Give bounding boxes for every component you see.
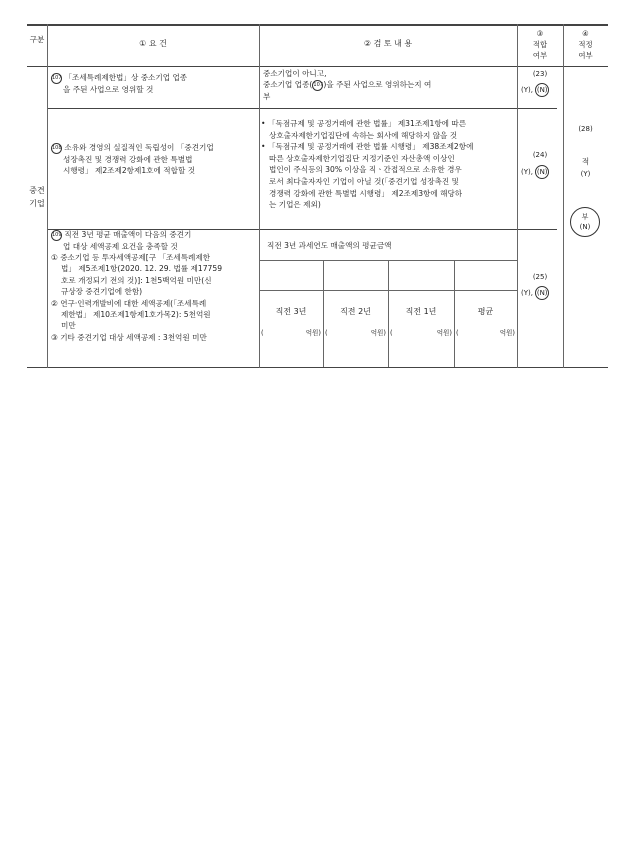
row2-no-selected: (N) (535, 165, 549, 179)
sales-header-1y: 직전 1년 (405, 307, 437, 316)
row3-requirement: 109 직전 3년 평균 매출액이 다음의 중견기 업 대상 세액공제 요건을 충족할 것 ① 중소기업 등 투자세액공제[구 「조세특례제한 법」 제5조제1항(2020. 12. 29. 법률 제17759 호로 개정되기 전의 것)]: 1천5백억원 미만(신 규상장 중견기업에 한함) ② 연구·인력개발비에 대한 세액공제(「조세특례 제한법」 제10조제1항제1호가목2): 5천억원 미만 ③ 기타 중견기업 대상 세액공제 : 3천억원 미만 (51, 230, 223, 342)
sales-header-3y: 직전 3년 (275, 307, 307, 316)
row3-item-no: (25) (532, 273, 548, 281)
item-number-108: 108 (51, 143, 62, 154)
sales-header-2y: 직전 2년 (340, 307, 371, 316)
row1-divider (47, 108, 557, 109)
row3-no-selected: (N) (535, 286, 549, 300)
row2-fit-choice[interactable]: (Y), (N) (521, 165, 549, 179)
header-divider (27, 66, 608, 67)
row1-item-no: (23) (532, 70, 548, 78)
row1-requirement: 107 「조세특례제한법」상 중소기업 업종 을 주된 사업으로 영위할 것 (52, 73, 188, 94)
sales-value-3y[interactable]: ( 억원) (261, 329, 321, 337)
sales-value-avg[interactable]: ( 억원) (456, 329, 515, 337)
vline-fit (563, 24, 564, 368)
sales-header-avg: 평균 (477, 307, 494, 316)
header-category: 구분 (29, 35, 45, 44)
header-proper: ④ 적정 여부 (578, 29, 593, 60)
header-requirement: ① 요 건 (139, 39, 167, 48)
item-number-107: 107 (51, 73, 62, 84)
top-border (27, 24, 608, 26)
proper-yes-sub: (Y) (580, 170, 591, 178)
row3-fit-choice[interactable]: (Y), (N) (521, 286, 549, 300)
proper-no-selected[interactable]: 부 (N) (570, 207, 600, 237)
vline-category (47, 24, 48, 368)
row2-item-no: (24) (532, 151, 548, 159)
header-fit: ③ 적합 여부 (532, 29, 548, 60)
review-form (27, 24, 608, 368)
row1-review: 중소기업이 아니고, 중소기업 업종(107)을 주된 사업으로 영위하는지 여 부 (263, 69, 432, 101)
sales-value-2y[interactable]: ( 억원) (325, 329, 386, 337)
bottom-border (27, 367, 608, 368)
category-label: 중견기업 (29, 186, 45, 208)
sales-value-1y[interactable]: ( 억원) (390, 329, 452, 337)
row2-requirement: 108 소유와 경영의 실질적인 독립성이 「중견기업 성장촉진 및 경쟁력 강화에 관한 특별법 시행령」 제2조제2항제1호에 적합할 것 (52, 143, 214, 175)
proper-yes-label[interactable]: 적 (581, 157, 590, 166)
row1-no-selected: (N) (535, 83, 549, 97)
sales-title: 직전 3년 과세연도 매출액의 평균금액 (267, 241, 392, 250)
row1-fit-choice[interactable]: (Y), (N) (521, 83, 549, 97)
item-number-109: 109 (51, 230, 62, 241)
row2-review: • 「독점규제 및 공정거래에 관한 법률」 제31조제1항에 따른 상호출자제한기업집단에 속하는 회사에 해당하지 않을 것 • 「독점규제 및 공정거래에 관한 법률 시행령」 제38조제2항에 따른 상호출자제한기업집단 지정기준인 자산총액 이상인 법인이 주식등의 30% 이상을 직ㆍ간접적으로 소유한 경우 로서 최다출자자인 기업이 아닐 것(「중견기업 성장촉진 및 경쟁력 강화에 관한 특별법 시행령」 제2조제3항에 해당하 는 기업은 제외) (261, 119, 474, 210)
header-review: ② 검 토 내 용 (363, 39, 413, 48)
proper-item-no: (28) (578, 125, 593, 133)
